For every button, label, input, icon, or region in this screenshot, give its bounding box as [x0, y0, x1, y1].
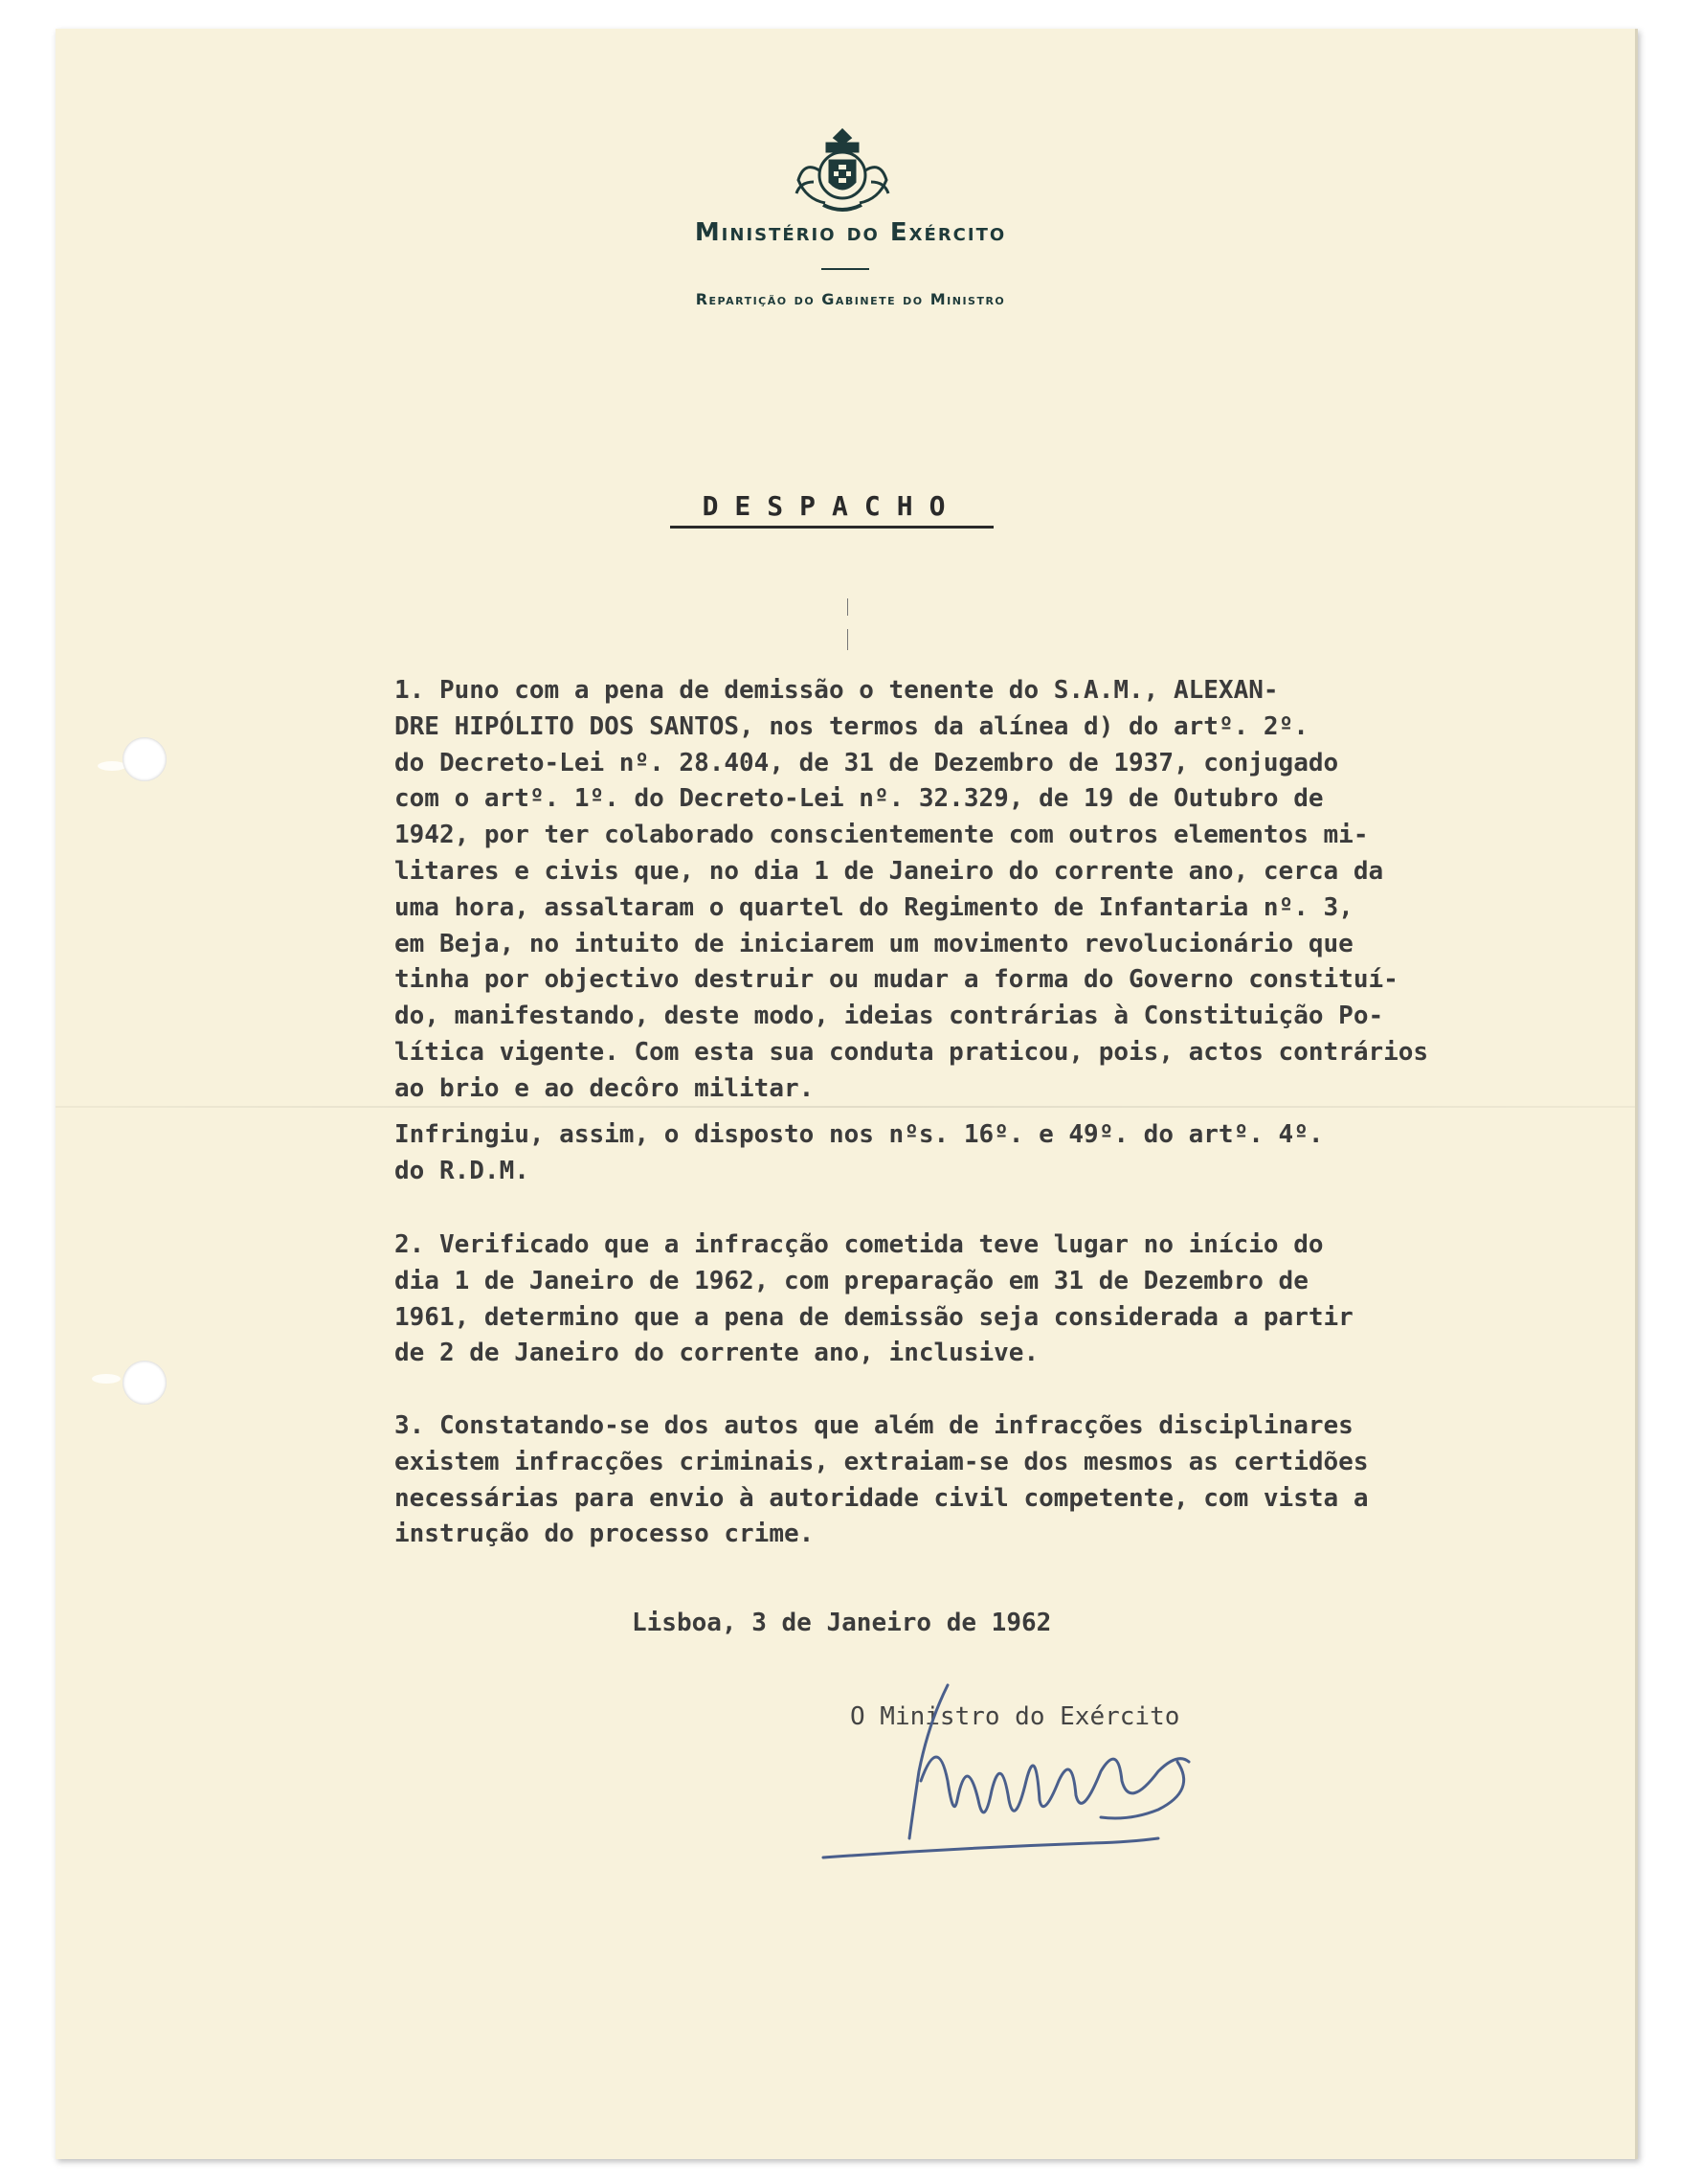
document-heading: DESPACHO	[670, 490, 994, 529]
letterhead-divider	[821, 268, 869, 270]
punch-hole	[123, 737, 167, 781]
handwritten-signature	[814, 1666, 1235, 1886]
paragraph-1: 1. Puno com a pena de demissão o tenente do S.A.M., ALEXAN- DRE HIPÓLITO DOS SANTOS, nos termos da alínea d) do artº. 2º. do Decreto-Lei nº. 28.404, de 31 de Dezembro de 1937, conjugado com o artº. 1º. do Decreto-Lei nº. 32.329, de 19 de Outubro de 1942, por ter colaborado conscientemente com outros elementos mi- litares e civis que, no dia 1 de Janeiro do corrente ano, cerca da uma hora, assaltaram o quartel do Regimento de Infantaria nº. 3, em Beja, no intuito de iniciarem um movimento revolucionário que tinha por objectivo destruir ou mudar a forma do Governo constituí- do, manifestando, deste modo, ideias contrárias à Constituição Po- lítica vigente. Com esta sua conduta praticou, pois, actos contrários ao brio e ao decôro militar.	[394, 676, 1429, 1103]
tear-mark	[92, 1374, 121, 1384]
signatory-title: O Ministro do Exército	[850, 1702, 1180, 1731]
paragraph-2: 2. Verificado que a infracção cometida teve lugar no início do dia 1 de Janeiro de 1962, com preparação em 31 de Dezembro de 1961, determino que a pena de demissão seja considerada a partir de 2 de Janeiro do corrente ano, inclusive.	[394, 1230, 1354, 1368]
pencil-mark	[847, 598, 848, 616]
paragraph-3: 3. Constatando-se dos autos que além de infracções disciplinares existem infracções criminais, extraiam-se dos mesmos as certidões necessárias para envio à autoridade civil competente, com vista a instrução do processo crime.	[394, 1411, 1369, 1549]
pencil-mark	[847, 629, 848, 650]
department-name: Repartição do Gabinete do Ministro	[695, 290, 1006, 308]
paragraph-1-continuation: Infringiu, assim, o disposto nos nºs. 16º. e 49º. do artº. 4º. do R.D.M.	[394, 1120, 1324, 1185]
ministry-name: Ministério do Exército	[694, 218, 1007, 247]
place-and-date: Lisboa, 3 de Janeiro de 1962	[632, 1609, 1052, 1637]
coat-of-arms-icon	[785, 123, 900, 218]
punch-hole	[123, 1361, 167, 1405]
